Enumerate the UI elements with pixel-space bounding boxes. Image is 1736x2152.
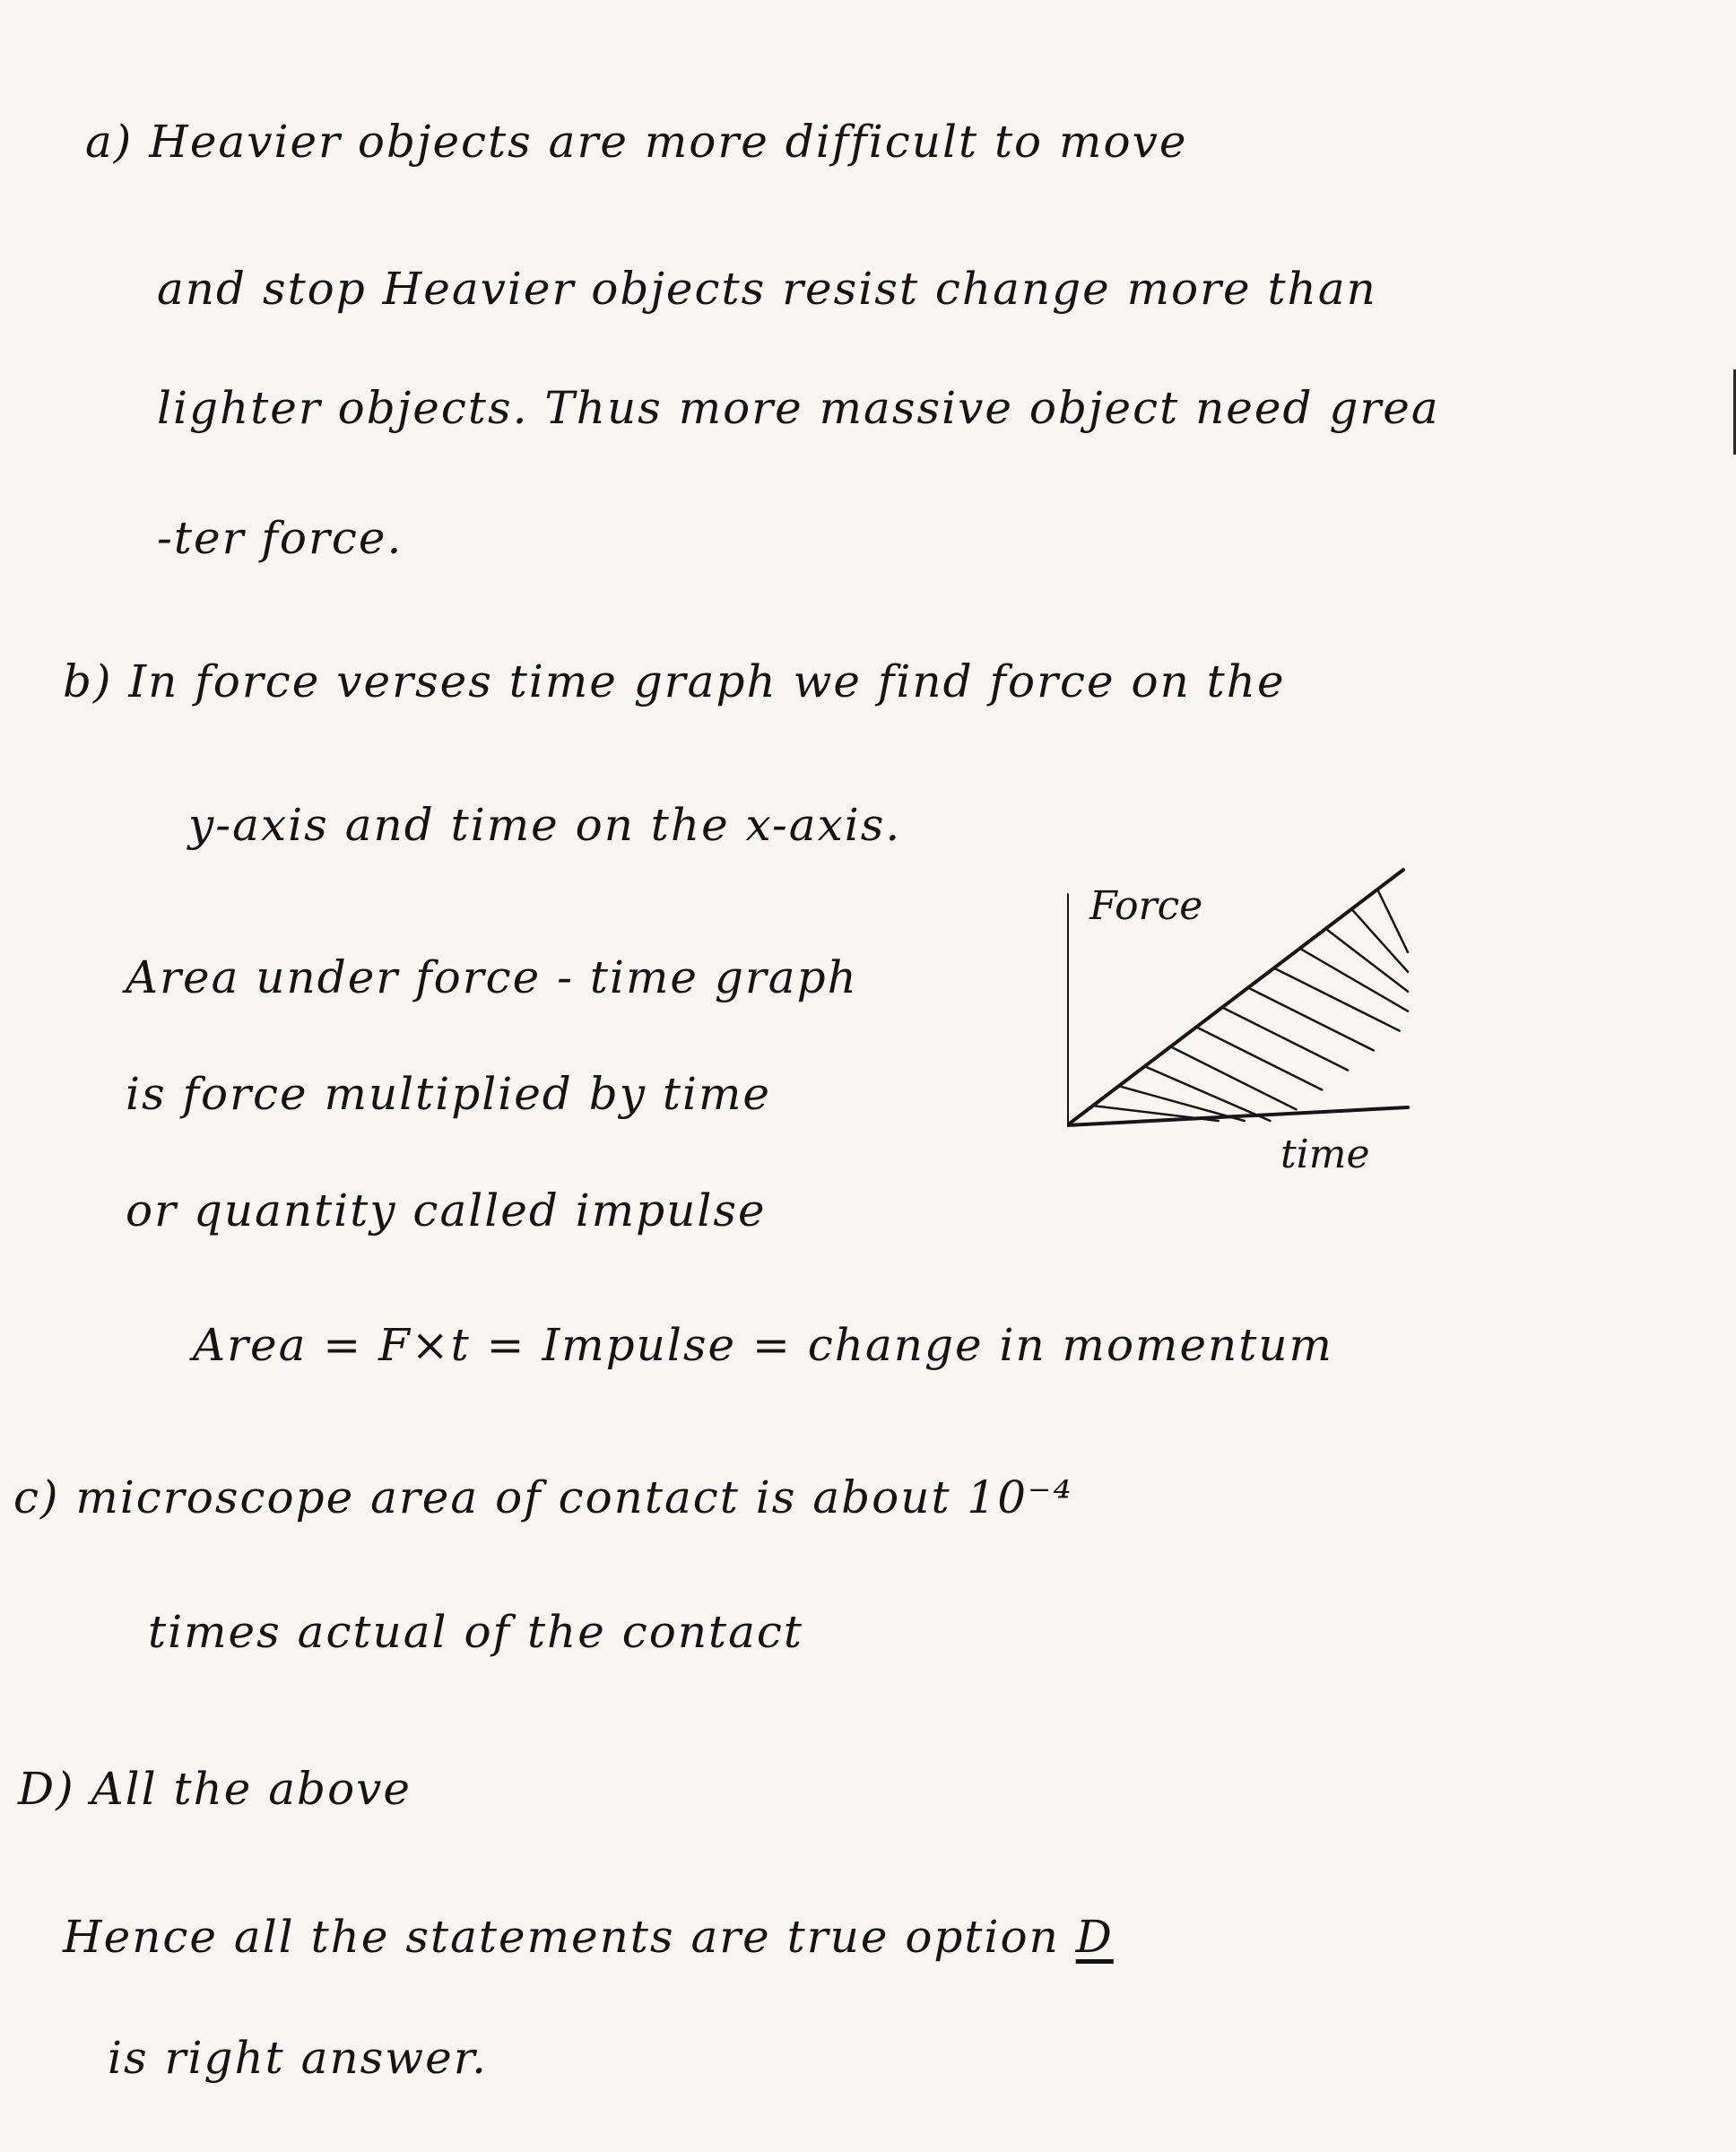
part-c-line-2: times actual of the contact xyxy=(148,1606,804,1658)
force-axis-label: Force xyxy=(1089,883,1203,929)
hatch-line xyxy=(1274,968,1400,1031)
part-a-line-3: lighter objects. Thus more massive object need grea xyxy=(157,382,1440,434)
hatch-line xyxy=(1351,909,1408,972)
part-b-line-2: y-axis and time on the x-axis. xyxy=(188,799,902,851)
hatch-line xyxy=(1326,929,1409,992)
part-b-area-equation: Area = F×t = Impulse = change in momentum xyxy=(193,1319,1333,1371)
part-b-line-4: is force multiplied by time xyxy=(126,1068,771,1120)
time-axis-label: time xyxy=(1280,1132,1370,1177)
hatch-line xyxy=(1170,1046,1296,1109)
x-axis xyxy=(1067,1107,1408,1125)
part-c-line-1: c) microscope area of contact is about 10⁻⁴ xyxy=(13,1471,1073,1523)
hatch-line xyxy=(1196,1027,1322,1089)
part-b-line-1: b) In force verses time graph we find force on the xyxy=(63,655,1286,707)
hatch-line xyxy=(1222,1008,1348,1071)
conclusion-text: Hence all the statements are true option xyxy=(63,1911,1060,1963)
conclusion-line-2: is right answer. xyxy=(108,2032,488,2084)
part-b-line-5: or quantity called impulse xyxy=(126,1184,767,1237)
part-b-line-3: Area under force - time graph xyxy=(126,951,858,1003)
hatch-line xyxy=(1248,988,1374,1051)
correct-option: D xyxy=(1075,1911,1114,1963)
part-d-line: D) All the above xyxy=(18,1763,412,1815)
part-a-line-4: -ter force. xyxy=(157,512,404,564)
part-a-line-1: a) Heavier objects are more difficult to move xyxy=(85,116,1188,168)
part-a-line-2: and stop Heavier objects resist change more than xyxy=(157,263,1377,315)
conclusion-line-1 xyxy=(63,1910,1114,1964)
hatch-line xyxy=(1145,1066,1271,1121)
